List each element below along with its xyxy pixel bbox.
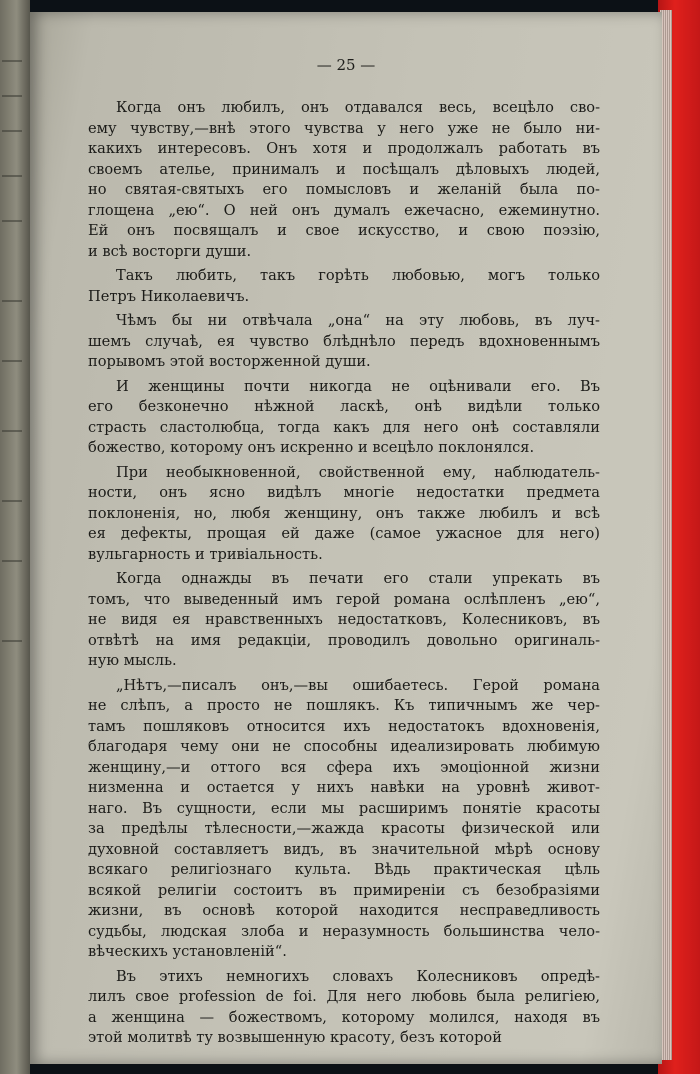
text-line: „Нѣтъ,—писалъ онъ,—вы ошибаетесь. Герой романа bbox=[116, 676, 600, 694]
paragraph bbox=[88, 463, 600, 566]
text-line: И женщины почти никогда не оцѣнивали его. Въ bbox=[116, 377, 600, 395]
text-line: Такъ любить, такъ горѣть любовью, могъ только bbox=[116, 267, 600, 284]
text-line: какихъ интересовъ. Онъ хотя и продолжалъ работать въ bbox=[88, 140, 600, 157]
facing-page-edge bbox=[0, 0, 30, 1074]
text-line: вульгарность и тривіальность. bbox=[88, 545, 323, 563]
text-line: а женщина — божествомъ, которому молился, находя въ bbox=[88, 1008, 600, 1026]
text-line: наго. Въ сущности, если мы расширимъ понятіе красоты bbox=[88, 799, 600, 817]
text-line: ности, онъ ясно видѣлъ многіе недостатки предмета bbox=[88, 484, 600, 501]
text-line: женщину,—и оттого вся сфера ихъ эмоціонной жизни bbox=[88, 758, 600, 776]
text-line: страсть сластолюбца, тогда какъ для него онѣ составляли bbox=[88, 418, 600, 436]
text-line: этой молитвѣ ту возвышенную красоту, безъ которой bbox=[88, 1029, 502, 1046]
text-line: Ей онъ посвящалъ и свое искусство, и свою поэзію, bbox=[88, 222, 600, 239]
text-line: не видя ея нравственныхъ недостатковъ, Колесниковъ, въ bbox=[88, 611, 600, 628]
text-line: жизни, въ основѣ которой находится несправедливость bbox=[88, 902, 600, 919]
text-line: не слѣпъ, а просто не пошлякъ. Къ типичнымъ же чер- bbox=[88, 697, 600, 714]
paragraph bbox=[88, 266, 600, 307]
text-line: поклоненія, но, любя женщину, онъ также любилъ и всѣ bbox=[88, 504, 600, 522]
text-line: томъ, что выведенный имъ герой романа ослѣпленъ „ею“, bbox=[88, 590, 600, 608]
text-line: шемъ случаѣ, ея чувство блѣднѣло передъ вдохновеннымъ bbox=[88, 332, 600, 350]
text-line: Когда однажды въ печати его стали упрекать въ bbox=[116, 570, 600, 587]
text-line: и всѣ восторги души. bbox=[88, 242, 252, 260]
text-line: божество, которому онъ искренно и всецѣло поклонялся. bbox=[88, 439, 535, 456]
text-line: ную мысль. bbox=[88, 652, 177, 669]
paragraph bbox=[88, 311, 600, 373]
text-line: Въ этихъ немногихъ словахъ Колесниковъ опредѣ- bbox=[116, 967, 600, 985]
text-line: вѣческихъ установленій“. bbox=[88, 943, 287, 960]
text-line: Петръ Николаевичъ. bbox=[88, 287, 250, 305]
paragraph bbox=[88, 98, 600, 262]
paragraph bbox=[88, 377, 600, 459]
text-line: низменна и остается у нихъ нaвѣки на уровнѣ живот- bbox=[88, 779, 600, 796]
text-line: отвѣтѣ на имя редакціи, проводилъ довольно оригиналь- bbox=[88, 631, 600, 649]
text-line: духовной составляетъ видъ, въ значительной мѣрѣ основу bbox=[88, 840, 600, 858]
page-number: — 25 — bbox=[316, 56, 376, 74]
text-line: ея дефекты, прощая ей даже (самое ужасное для него) bbox=[88, 525, 600, 542]
page-text bbox=[88, 98, 600, 1053]
text-line: Чѣмъ бы ни отвѣчала „она“ на эту любовь, въ луч- bbox=[116, 312, 600, 329]
text-line: благодаря чему они не способны идеализировать любимую bbox=[88, 738, 600, 755]
text-line: за предѣлы тѣлесности,—жажда красоты физической или bbox=[88, 820, 600, 837]
text-line: Когда онъ любилъ, онъ отдавался весь, всецѣло сво- bbox=[116, 99, 600, 116]
text-line: При необыкновенной, свойственной ему, наблюдатель- bbox=[116, 463, 600, 481]
text-line: всякой религіи состоитъ въ примиреніи съ безобразіями bbox=[88, 881, 600, 899]
book-page bbox=[30, 12, 662, 1064]
text-line: глощена „ею“. О ней онъ думалъ ежечасно, ежеминутно. bbox=[88, 201, 600, 219]
paragraph bbox=[88, 569, 600, 672]
text-line: ему чувству,—внѣ этого чувства у него уже не было ни- bbox=[88, 119, 600, 137]
text-line: но святая-святыхъ его помысловъ и желаній была по- bbox=[88, 181, 600, 198]
text-line: порывомъ этой восторженной души. bbox=[88, 353, 371, 370]
paragraph bbox=[88, 967, 600, 1049]
text-line: своемъ ателье, принималъ и посѣщалъ дѣловыхъ людей, bbox=[88, 160, 600, 178]
text-line: его безконечно нѣжной ласкѣ, онѣ видѣли только bbox=[88, 398, 600, 415]
text-line: всякаго религіознаго культа. Вѣдь практическая цѣль bbox=[88, 861, 600, 878]
text-line: тамъ пошляковъ относится ихъ недостатокъ вдохновенія, bbox=[88, 717, 600, 735]
text-line: судьбы, людская злоба и неразумность большинства чело- bbox=[88, 922, 600, 940]
paragraph bbox=[88, 676, 600, 963]
text-line: лилъ свое profession de foi. Для него любовь была религіею, bbox=[88, 988, 600, 1005]
